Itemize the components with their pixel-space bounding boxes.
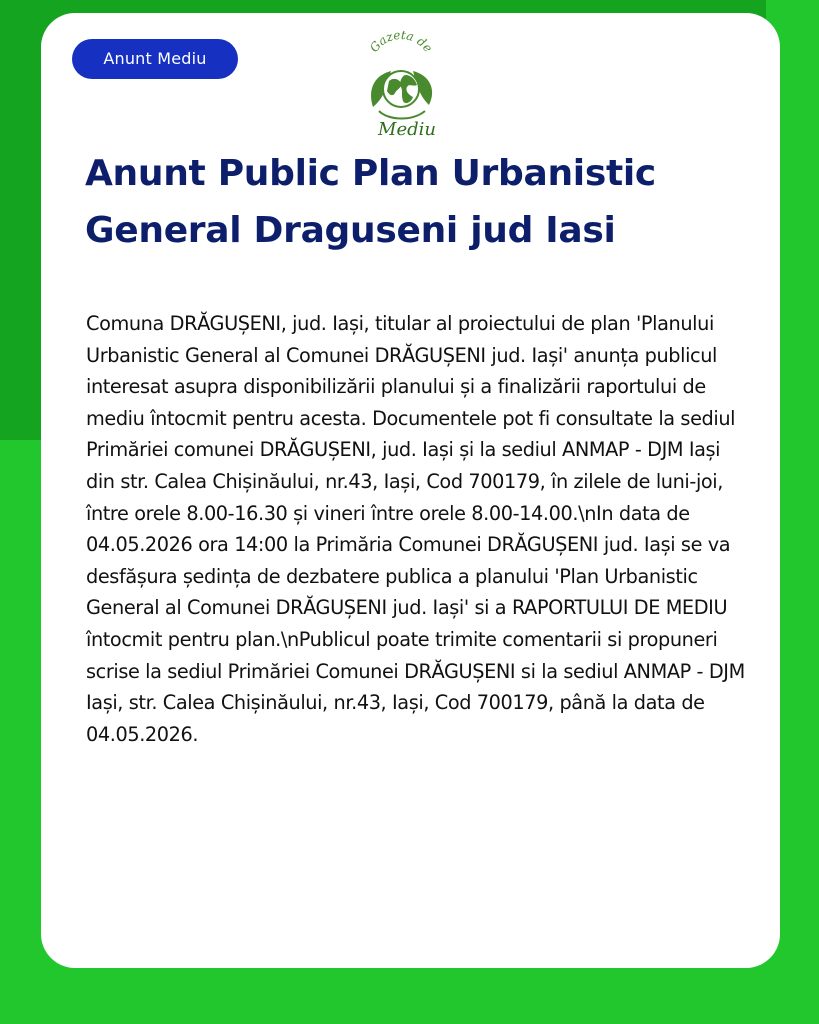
announcement-title: Anunt Public Plan Urbanistic General Draguseni jud Iasi <box>85 153 656 251</box>
gazeta-de-mediu-logo <box>353 25 449 143</box>
announcement-body: Comuna DRĂGUȘENI, jud. Iași, titular al proiectului de plan 'Planului Urbanistic General al Comunei DRĂGUȘENI jud. Iași' anunța publicul interesat asupra disponibilizării planului și a finalizării raportului de mediu întocmit pentru acesta. Documentele pot fi consultate la sediul Primăriei comunei DRĂGUȘENI, jud. Iași și la sediul ANMAP - DJM Iași din str. Calea Chișinăului, nr.43, Iași, Cod 700179, în zilele de luni-joi, între orele 8.00-16.30 și vineri între orele 8.00-14.00.\nIn data de 04.05.2026 ora 14:00 la Primăria Comunei DRĂGUȘENI jud. Iași se va desfășura ședința de dezbatere publica a planului 'Plan Urbanistic General al Comunei DRĂGUȘENI jud. Iași' si a RAPORTULUI DE MEDIU întocmit pentru plan.\nPublicul poate trimite comentarii si propuneri scrise la sediul Primăriei Comunei DRĂGUȘENI si la sediul ANMAP - DJM Iași, str. Calea Chișinăului, nr.43, Iași, Cod 700179, până la data de 04.05.2026. <box>86 312 745 746</box>
svg-text:Gazeta de <box>367 28 435 55</box>
category-badge[interactable]: Anunt Mediu <box>72 39 238 79</box>
logo-bottom-text: Mediu <box>378 119 436 140</box>
announcement-card <box>41 13 780 968</box>
logo-top-text: Gazeta de <box>366 27 436 55</box>
globe-leaf-icon <box>353 25 449 143</box>
